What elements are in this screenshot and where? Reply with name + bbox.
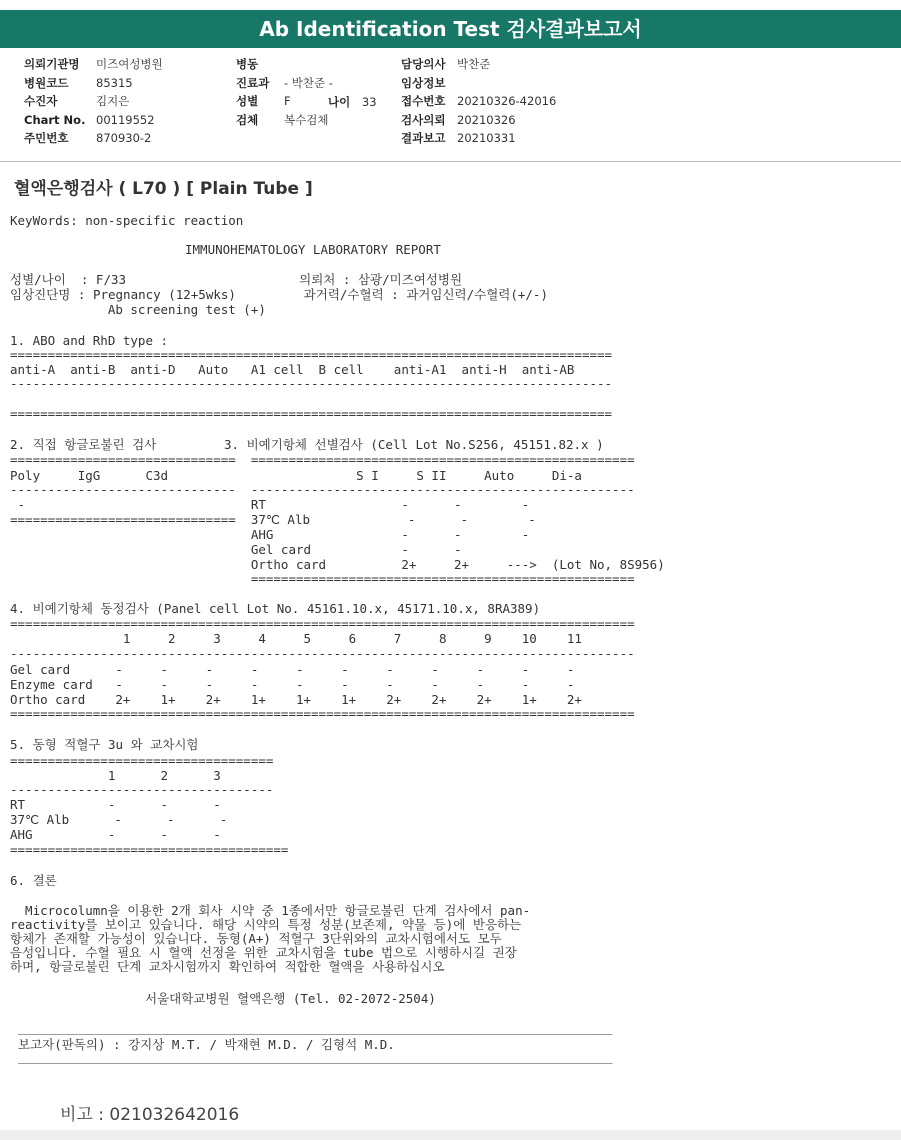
report-line: _______________________________________________________________________________ xyxy=(18,1049,613,1064)
report-line: ------------------------------ --------------------------------------------------- xyxy=(10,482,635,497)
header-field-value: F xyxy=(284,94,291,108)
header-field xyxy=(236,55,333,74)
header-field xyxy=(24,55,163,74)
header-field xyxy=(401,111,556,130)
report-line: 6. 결론 xyxy=(10,873,57,888)
report-line: Gel card - - - - - - - - - - - xyxy=(10,662,575,677)
report-line: 서울대학교병원 혈액은행 (Tel. 02-2072-2504) xyxy=(145,991,436,1006)
header-field-value: 미즈여성병원 xyxy=(96,57,163,71)
report-line: ============================== =================================================== xyxy=(10,452,635,467)
header-field xyxy=(401,129,556,148)
report-line: ================================================================================ xyxy=(10,347,613,362)
report-line: 임상진단명 : Pregnancy (12+5wks) 과거력/수혈력 : 과거임신력/수혈력(+/-) xyxy=(10,287,548,302)
report-line: IMMUNOHEMATOLOGY LABORATORY REPORT xyxy=(185,242,441,257)
report-line: AHG - - - xyxy=(10,527,530,542)
header-field-label: 결과보고 xyxy=(401,131,446,145)
header-field-value: 복수검체 xyxy=(284,112,329,127)
header-field-label: 임상정보 xyxy=(401,75,446,90)
header-field xyxy=(401,92,556,111)
header-column-2 xyxy=(236,55,333,129)
header-field-label: 주민번호 xyxy=(24,131,69,145)
report-line: 1. ABO and RhD type : xyxy=(10,333,169,348)
header-field xyxy=(236,111,333,130)
report-line: =================================================================================== xyxy=(10,706,635,721)
report-line: 보고자(판독의) : 강지상 M.T. / 박재현 M.D. / 김형석 M.D. xyxy=(18,1037,395,1052)
header-field-label: 수진자 xyxy=(24,94,58,108)
header-field-label: 접수번호 xyxy=(401,94,446,108)
report-line: ----------------------------------------------------------------------------------- xyxy=(10,646,635,661)
bottom-bar xyxy=(0,1130,901,1140)
report-line: - RT - - - xyxy=(10,497,530,512)
report-line: ===================================== xyxy=(10,842,289,857)
header-field-value: 00119552 xyxy=(96,112,155,127)
report-title-bar xyxy=(0,10,901,48)
report-line: =================================== xyxy=(10,753,274,768)
report-line: -------------------------------------------------------------------------------- xyxy=(10,376,613,391)
header-column-1 xyxy=(24,55,163,148)
report-line: 음성입니다. 수혈 필요 시 혈액 선정을 위한 교차시험을 tube 법으로 시행하시길 권장 xyxy=(10,945,517,960)
report-line: Microcolumn을 이용한 2개 회사 시약 중 1종에서만 항글로불린 단계 검사에서 pan- xyxy=(10,903,531,918)
header-divider xyxy=(0,161,901,162)
header-field-value: 20210326-42016 xyxy=(457,94,557,108)
header-field-label: 검사의뢰 xyxy=(401,112,446,127)
report-line: anti-A anti-B anti-D Auto A1 cell B cell anti-A1 anti-H anti-AB xyxy=(10,362,575,377)
report-line: ============================== 37℃ Alb - - - xyxy=(10,512,536,527)
header-field-label: 병원코드 xyxy=(24,75,69,90)
report-line: KeyWords: non-specific reaction xyxy=(10,213,244,228)
report-line: _______________________________________________________________________________ xyxy=(18,1020,613,1035)
report-line: 1 2 3 xyxy=(10,768,221,783)
report-line: 항체가 존재할 가능성이 있습니다. 동형(A+) 적혈구 3단위와의 교차시험에서도 모두 xyxy=(10,931,502,946)
report-line: Poly IgG C3d S I S II Auto Di-a xyxy=(10,468,582,483)
report-line: 하며, 항글로불린 단계 교차시험까지 확인하여 적합한 혈액을 사용하십시오 xyxy=(10,959,445,974)
report-line: Ab screening test (+) xyxy=(10,302,266,317)
header-field-label: 담당의사 xyxy=(401,57,446,71)
header-column-3 xyxy=(401,55,556,148)
header-field xyxy=(24,92,163,111)
header-field-value: 20210326 xyxy=(457,112,516,127)
report-line: AHG - - - xyxy=(10,827,221,842)
header-field-label: 병동 xyxy=(236,57,259,71)
header-field xyxy=(401,55,556,74)
report-line: 2. 직접 항글로불린 검사 3. 비예기항체 선별검사 (Cell Lot No.S256, 45151.82.x ) xyxy=(10,437,604,452)
header-field-label: 진료과 xyxy=(236,75,270,90)
report-line: Gel card - - xyxy=(10,542,462,557)
header-field-value: 870930-2 xyxy=(96,131,152,145)
age-value: 33 xyxy=(361,94,377,109)
header-field-value: 20210331 xyxy=(457,131,516,145)
header-field xyxy=(24,129,163,148)
report-line: Ortho card 2+ 1+ 2+ 1+ 1+ 1+ 2+ 2+ 2+ 1+ 2+ xyxy=(10,692,582,707)
report-line: Enzyme card - - - - - - - - - - - xyxy=(10,677,575,692)
report-line: =================================================================================== xyxy=(10,616,635,631)
header-field-label: 검체 xyxy=(236,112,259,127)
report-line: ================================================================================ xyxy=(10,406,613,421)
age-field xyxy=(328,93,377,112)
header-field-value: 박찬준 xyxy=(457,57,491,71)
report-line: 37℃ Alb - - - xyxy=(10,812,228,827)
report-line: reactivity를 보이고 있습니다. 해당 시약의 특정 성분(보존제, 약물 등)에 반응하는 xyxy=(10,917,522,932)
header-field xyxy=(236,74,333,93)
report-line: 성별/나이 : F/33 의뢰처 : 삼광/미즈여성병원 xyxy=(10,272,463,287)
header-field-value: - 박찬준 - xyxy=(284,75,333,90)
header-field xyxy=(236,92,333,111)
header-field-value: 85315 xyxy=(96,75,133,90)
report-line: =================================================== xyxy=(10,571,635,586)
report-line: Ortho card 2+ 2+ ---> (Lot No, 8S956) xyxy=(10,557,665,572)
report-line: 4. 비예기항체 동정검사 (Panel cell Lot No. 45161.10.x, 45171.10.x, 8RA389) xyxy=(10,601,541,616)
header-field xyxy=(24,111,163,130)
header-field xyxy=(401,74,556,93)
report-line: ----------------------------------- xyxy=(10,782,274,797)
footer-remark: 비고 : 021032642016 xyxy=(60,1105,240,1125)
section-title: 혈액은행검사 ( L70 ) [ Plain Tube ] xyxy=(14,179,313,199)
header-field-label: 성별 xyxy=(236,94,259,108)
report-line: 5. 동형 적혈구 3u 와 교차시험 xyxy=(10,737,199,752)
age-label: 나이 xyxy=(328,94,351,109)
header-field-label: 의뢰기관명 xyxy=(24,57,80,71)
header-field-label: Chart No. xyxy=(24,112,86,127)
report-line: RT - - - xyxy=(10,797,221,812)
report-line: 1 2 3 4 5 6 7 8 9 10 11 xyxy=(10,631,582,646)
header-field-value: 김지은 xyxy=(96,94,130,108)
header-field xyxy=(24,74,163,93)
report-title: Ab Identification Test 검사결과보고서 xyxy=(259,17,642,41)
